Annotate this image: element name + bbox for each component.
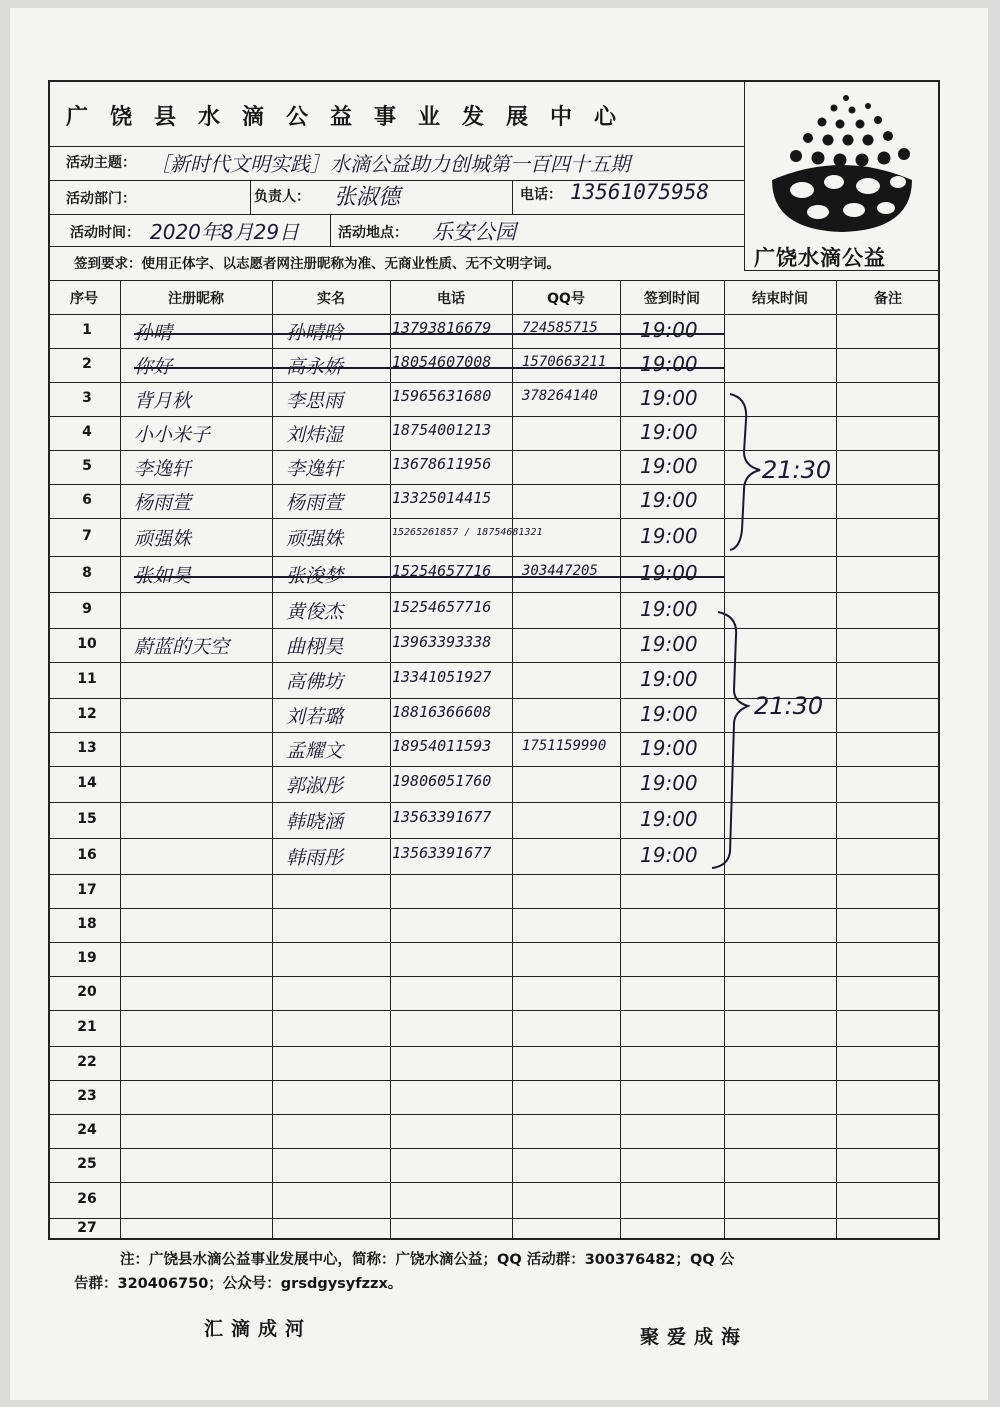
- row-checkin: 19:00: [640, 386, 698, 410]
- row-checkin: 19:00: [640, 702, 698, 726]
- row-number: 23: [77, 1088, 97, 1104]
- row-number: 12: [77, 706, 97, 722]
- row-line: [48, 1114, 940, 1115]
- row-realname: 韩晓涵: [286, 811, 344, 833]
- row-number: 26: [77, 1191, 97, 1207]
- row-checkin: 19:00: [640, 488, 698, 512]
- row-number: 14: [77, 775, 97, 791]
- footer-note-line1: 注：广饶县水滴公益事业发展中心，简称：广饶水滴公益；QQ 活动群：300376482；QQ 公: [120, 1252, 735, 1268]
- row-line: [48, 908, 940, 909]
- time-label: 活动时间：: [70, 225, 140, 241]
- row-number: 17: [77, 882, 97, 898]
- row-line: [48, 1218, 940, 1219]
- row-phone: 15254657716: [392, 598, 492, 616]
- time-value: 2020年8月29日: [150, 220, 300, 244]
- row-qq: 1751159990: [522, 738, 607, 754]
- row-number: 3: [82, 390, 92, 406]
- row-realname: 刘若璐: [286, 706, 344, 728]
- row-checkin: 19:00: [640, 524, 698, 548]
- row-number: 20: [77, 984, 97, 1000]
- col-endtime-header: 结束时间: [752, 291, 808, 307]
- row-phone: 18816366608: [392, 703, 492, 721]
- row-realname: 顽强姝: [286, 528, 344, 550]
- row-phone: 13563391677: [392, 844, 492, 862]
- row-line: [48, 766, 940, 767]
- row-number: 22: [77, 1054, 97, 1070]
- row-line: [48, 450, 940, 451]
- row-line: [48, 348, 940, 349]
- row-line: [48, 518, 940, 519]
- phone-label: 电话：: [520, 187, 562, 203]
- row-qq: 378264140: [522, 388, 598, 404]
- logo-divider: [744, 80, 745, 270]
- row-phone: 18954011593: [392, 737, 492, 755]
- row-line: [48, 732, 940, 733]
- slogan-right: 聚爱成海: [640, 1326, 749, 1348]
- row-nickname: 顽强姝: [134, 528, 192, 550]
- row-nickname: 蔚蓝的天空: [134, 636, 230, 658]
- row-number: 24: [77, 1122, 97, 1138]
- row-number: 7: [82, 528, 92, 544]
- logo-text: 广饶水滴公益: [754, 246, 886, 270]
- row-nickname: 张如昊: [134, 565, 192, 587]
- leader-label: 负责人：: [254, 189, 310, 205]
- row-checkin: 19:00: [640, 352, 698, 376]
- row-line: [48, 416, 940, 417]
- end-time-2: 21:30: [754, 692, 824, 720]
- row-line: [48, 382, 940, 383]
- col-realname-header: 实名: [317, 291, 345, 307]
- divider: [48, 246, 744, 247]
- row-phone: 13563391677: [392, 808, 492, 826]
- column-line: [724, 280, 725, 1240]
- row-number: 25: [77, 1156, 97, 1172]
- col-checkin-header: 签到时间: [644, 291, 700, 307]
- row-number: 1: [82, 322, 92, 338]
- row-number: 13: [77, 740, 97, 756]
- row-number: 5: [82, 458, 92, 474]
- requirement-text: 签到要求：使用正体字、以志愿者网注册昵称为准、无商业性质、无不文明字词。: [74, 256, 560, 272]
- col-qq-header: QQ号: [547, 291, 585, 307]
- row-number: 2: [82, 356, 92, 372]
- leader-value: 张淑德: [334, 185, 401, 210]
- dept-label: 活动部门：: [66, 191, 136, 207]
- row-line: [48, 628, 940, 629]
- row-line: [48, 1080, 940, 1081]
- row-line: [48, 802, 940, 803]
- row-nickname: 杨雨萱: [134, 492, 192, 514]
- row-phone: 15965631680: [392, 387, 492, 405]
- row-number: 10: [77, 636, 97, 652]
- row-line: [48, 1182, 940, 1183]
- row-checkin: 19:00: [640, 420, 698, 444]
- divider: [250, 180, 251, 214]
- row-line: [48, 976, 940, 977]
- row-checkin: 19:00: [640, 807, 698, 831]
- row-number: 6: [82, 492, 92, 508]
- end-time-1: 21:30: [762, 456, 832, 484]
- strikethrough-line: [134, 576, 724, 578]
- org-title: 广饶县水滴公益事业发展中心: [66, 104, 639, 130]
- row-realname: 刘炜湿: [286, 424, 344, 446]
- row-checkin: 19:00: [640, 454, 698, 478]
- row-realname: 孟耀文: [286, 740, 344, 762]
- header-bottom-line: [48, 314, 940, 315]
- divider: [48, 146, 744, 147]
- row-number: 9: [82, 601, 92, 617]
- row-nickname: 你好: [134, 356, 173, 378]
- divider: [512, 180, 513, 214]
- row-line: [48, 592, 940, 593]
- row-checkin: 19:00: [640, 771, 698, 795]
- row-line: [48, 942, 940, 943]
- row-checkin: 19:00: [640, 318, 698, 342]
- column-line: [620, 280, 621, 1240]
- row-qq: 1570663211: [522, 354, 607, 370]
- column-line: [272, 280, 273, 1240]
- row-number: 8: [82, 565, 92, 581]
- row-phone: 15265261857 / 18754681321: [392, 527, 543, 538]
- strikethrough-line: [134, 367, 724, 369]
- row-realname: 张浚梦: [286, 565, 344, 587]
- row-line: [48, 1046, 940, 1047]
- row-nickname: 背月秋: [134, 390, 192, 412]
- theme-value: ［新时代文明实践］水滴公益助力创城第一百四十五期: [150, 152, 630, 176]
- row-number: 19: [77, 950, 97, 966]
- place-label: 活动地点：: [338, 225, 408, 241]
- logo-drop-graphic: [762, 90, 922, 240]
- col-phone-header: 电话: [437, 291, 465, 307]
- row-phone: 18754001213: [392, 421, 492, 439]
- row-qq: 303447205: [522, 563, 598, 579]
- theme-label: 活动主题：: [66, 155, 136, 171]
- slogan-left: 汇滴成河: [204, 1318, 313, 1340]
- column-line: [390, 280, 391, 1240]
- row-checkin: 19:00: [640, 667, 698, 691]
- row-phone: 13678611956: [392, 455, 492, 473]
- row-checkin: 19:00: [640, 736, 698, 760]
- column-line: [512, 280, 513, 1240]
- row-checkin: 19:00: [640, 632, 698, 656]
- row-phone: 13325014415: [392, 489, 492, 507]
- row-nickname: 孙晴: [134, 322, 173, 344]
- row-phone: 19806051760: [392, 772, 492, 790]
- row-realname: 郭淑彤: [286, 775, 344, 797]
- row-number: 4: [82, 424, 92, 440]
- footer-note: [74, 1248, 930, 1296]
- row-phone: 13963393338: [392, 633, 492, 651]
- row-number: 16: [77, 847, 97, 863]
- row-realname: 韩雨彤: [286, 847, 344, 869]
- phone-value: 13561075958: [570, 180, 710, 204]
- divider: [744, 270, 940, 271]
- column-line: [836, 280, 837, 1240]
- row-checkin: 19:00: [640, 597, 698, 621]
- row-number: 11: [77, 671, 97, 687]
- footer-note-line2: 告群：320406750；公众号：grsdgysyfzzx。: [74, 1276, 403, 1292]
- row-line: [48, 1148, 940, 1149]
- row-checkin: 19:00: [640, 561, 698, 585]
- strikethrough-line: [134, 333, 724, 335]
- row-nickname: 李逸轩: [134, 458, 192, 480]
- row-line: [48, 874, 940, 875]
- place-value: 乐安公园: [432, 220, 516, 244]
- row-phone: 15254657716: [392, 562, 492, 580]
- row-phone: 13341051927: [392, 668, 492, 686]
- col-nickname-header: 注册昵称: [168, 291, 224, 307]
- row-number: 15: [77, 811, 97, 827]
- row-realname: 高永娇: [286, 356, 344, 378]
- col-seq-header: 序号: [70, 291, 98, 307]
- row-realname: 高佛坊: [286, 671, 344, 693]
- row-nickname: 小小米子: [134, 424, 211, 446]
- row-line: [48, 1010, 940, 1011]
- row-phone: 13793816679: [392, 319, 492, 337]
- divider: [330, 214, 331, 246]
- table-top-line: [48, 280, 940, 281]
- divider: [48, 214, 744, 215]
- row-number: 21: [77, 1019, 97, 1035]
- row-realname: 李逸轩: [286, 458, 344, 480]
- row-realname: 李思雨: [286, 390, 344, 412]
- row-qq: 724585715: [522, 320, 598, 336]
- row-realname: 孙晴晗: [286, 322, 344, 344]
- row-number: 18: [77, 916, 97, 932]
- row-realname: 曲栩昊: [286, 636, 344, 658]
- row-realname: 黄俊杰: [286, 601, 344, 623]
- row-line: [48, 556, 940, 557]
- row-line: [48, 662, 940, 663]
- row-line: [48, 838, 940, 839]
- row-line: [48, 484, 940, 485]
- row-number: 27: [77, 1220, 97, 1236]
- col-note-header: 备注: [874, 291, 902, 307]
- row-realname: 杨雨萱: [286, 492, 344, 514]
- row-checkin: 19:00: [640, 843, 698, 867]
- row-phone: 18054607008: [392, 353, 492, 371]
